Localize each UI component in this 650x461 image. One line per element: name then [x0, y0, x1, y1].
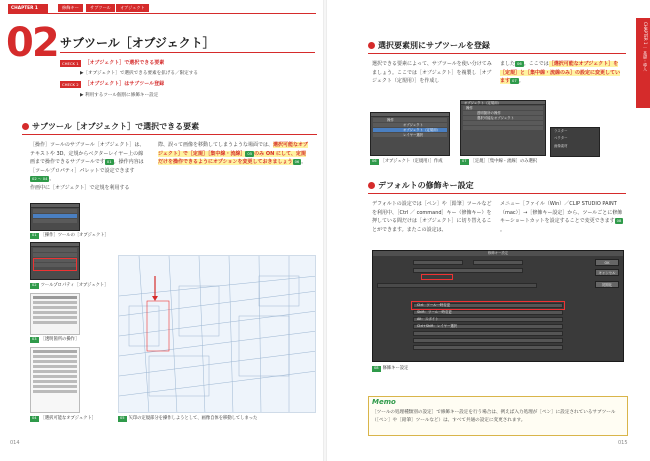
screenshot-03 [30, 293, 80, 335]
check-2 [60, 81, 164, 89]
section-marker-icon [368, 182, 375, 189]
caption-06: 06 ［オブジェクト（定規用）］作成 [372, 159, 443, 164]
title-rule [60, 52, 315, 53]
breadcrumb-item: サブツール [86, 4, 115, 12]
screenshot-07: オブジェクト（定規用） 操作 透明箇所の操作 選択可能なオブジェクト [460, 100, 546, 156]
body-paragraph-2: 際、誤って画像を移動してしまうような場面では、選択可能なオブジェクト］で［定規］［集中線・流線］ 05 のみ ON にして、定規だけを操作できるようにオプションを変更しておきましょう 06 。 [158, 142, 308, 165]
check-text: ［オブジェクト］はサブツール登録 [84, 81, 165, 87]
body-paragraph-3: 選択できる要素によって、サブツールを使い分けてみましょう。ここでは［オブジェクト］を複製し［オブジェクト（定規用）］を作成し [372, 61, 492, 84]
screenshot-06: 操作 オブジェクト オブジェクト（定規用） レイヤー選択 [370, 112, 450, 156]
chapter-tag: CHAPTER 1 [8, 4, 48, 13]
body-paragraph-6: メニュー［ファイル（Win）／CLIP STUDIO PAINT（mac）］→［修飾キー設定］から、ツールごとに修飾キーショートカットを設定することで変更できます 08。 [500, 201, 623, 233]
check-text: ［オブジェクト］で選択できる要素 [84, 60, 165, 66]
section-title-text: 選択要素別にサブツールを登録 [378, 41, 490, 50]
ok-button[interactable]: OK [595, 259, 619, 266]
cancel-button[interactable]: キャンセル [595, 269, 619, 276]
check-badge: CHECK 2 [62, 82, 79, 88]
section-rule [368, 53, 626, 54]
breadcrumb-item: 修飾キー [58, 4, 83, 12]
caption-08: 08 修飾キー設定 [374, 366, 409, 371]
section-title [22, 121, 199, 133]
section-rule [368, 193, 626, 194]
body-paragraph-5: デフォルトの設定では［ペン］や［鉛筆］ツールなどを利用中、［Ctrl ／ command］キー（修飾キー）を押している間だけは［オブジェクト］に切り替えることができます。またこの設定は、 [372, 201, 492, 233]
dialog-title: 修飾キー設定 [373, 251, 623, 256]
caption-04: 04 ［選択可能なオブジェクト］ [32, 416, 97, 421]
option-item[interactable]: 画像素材 [554, 143, 568, 148]
screenshot-01 [30, 203, 80, 231]
dialog-row[interactable]: Ctrl：ツール一時変更 [413, 303, 563, 308]
section-rule [22, 134, 317, 135]
memo-text: ［ツールの処理種類別の設定］で修飾キー設定を行う場合は、例えば入力処理が［ペン］に設定されているサブツール（［ペン］や［鉛筆］ツールなど）は、すべて共通の設定に変更されます。 [372, 410, 616, 423]
caption-03: 03 ［透明箇所の操作］ [32, 337, 80, 342]
check-1 [60, 60, 164, 68]
check-2-sub: ▶ 利用するツール個別に修飾キー設定 [80, 93, 159, 98]
screenshot-02 [30, 242, 80, 280]
page-number-right: 015 [618, 440, 628, 446]
caption-05: 05 矢印の定規部分を操作しようとして、画像自体を移動してしまった [120, 416, 258, 421]
reset-button[interactable]: 初期化 [595, 281, 619, 288]
lesson-title: サブツール［オブジェクト］ [60, 36, 215, 50]
screenshot-04 [30, 347, 80, 413]
options-list [550, 127, 600, 157]
section-marker-icon [22, 123, 29, 130]
option-item[interactable]: ラスター [554, 129, 568, 133]
section-title [368, 40, 490, 52]
page-number-left: 014 [10, 440, 20, 446]
caption-01: 01 ［操作］ツールの［オブジェクト］ [32, 233, 109, 238]
breadcrumb-item: オブジェクト [116, 4, 149, 12]
memo-title: Memo [372, 398, 396, 406]
header-rule [8, 13, 316, 14]
option-item[interactable]: ベクター [554, 136, 568, 141]
caption-07: 07 ［定規］［集中線・流線］のみ選択 [462, 159, 538, 164]
lesson-number: 02 [6, 20, 58, 66]
section-title-text: デフォルトの修飾キー設定 [378, 181, 474, 190]
caption-02: 02 ツールプロパティ［オブジェクト］ [32, 283, 109, 288]
check-badge: CHECK 1 [62, 61, 79, 67]
section-marker-icon [368, 42, 375, 49]
dialog-row[interactable]: Ctrl+Shift：レイヤー選択 [413, 324, 563, 329]
body-paragraph-4: ました 06 。ここでは［選択可能なオブジェクト］を［定規］と［集中線・流線のみ］の設定に変更しています 07 。 [500, 61, 621, 84]
illustration-cityscape [118, 255, 316, 413]
page-gutter [323, 0, 327, 461]
modifier-key-dialog [372, 250, 624, 362]
dialog-row[interactable]: Alt：スポイト [413, 317, 563, 322]
section-title-text: サブツール［オブジェクト］で選択できる要素 [32, 122, 200, 131]
section-title [368, 180, 474, 192]
side-tab-text: CHAPTER 1 ｜ 基礎・導入 [643, 22, 648, 72]
check-1-sub: ▶［オブジェクト］で選択できる要素を拡げる／限定する [80, 71, 198, 76]
dialog-row[interactable]: Shift：ツール一時変更 [413, 310, 563, 315]
body-paragraph-1: ［操作］ツールのサブツール［オブジェクト］は、テキストや 3D、定規からベクターレイヤー上の線画まで操作できるサブツールです 01 。操作内容は［ツールプロパティ］パレットで設定できます02 〜 04 。 作画中に［オブジェクト］で定規を利用する [30, 142, 145, 191]
